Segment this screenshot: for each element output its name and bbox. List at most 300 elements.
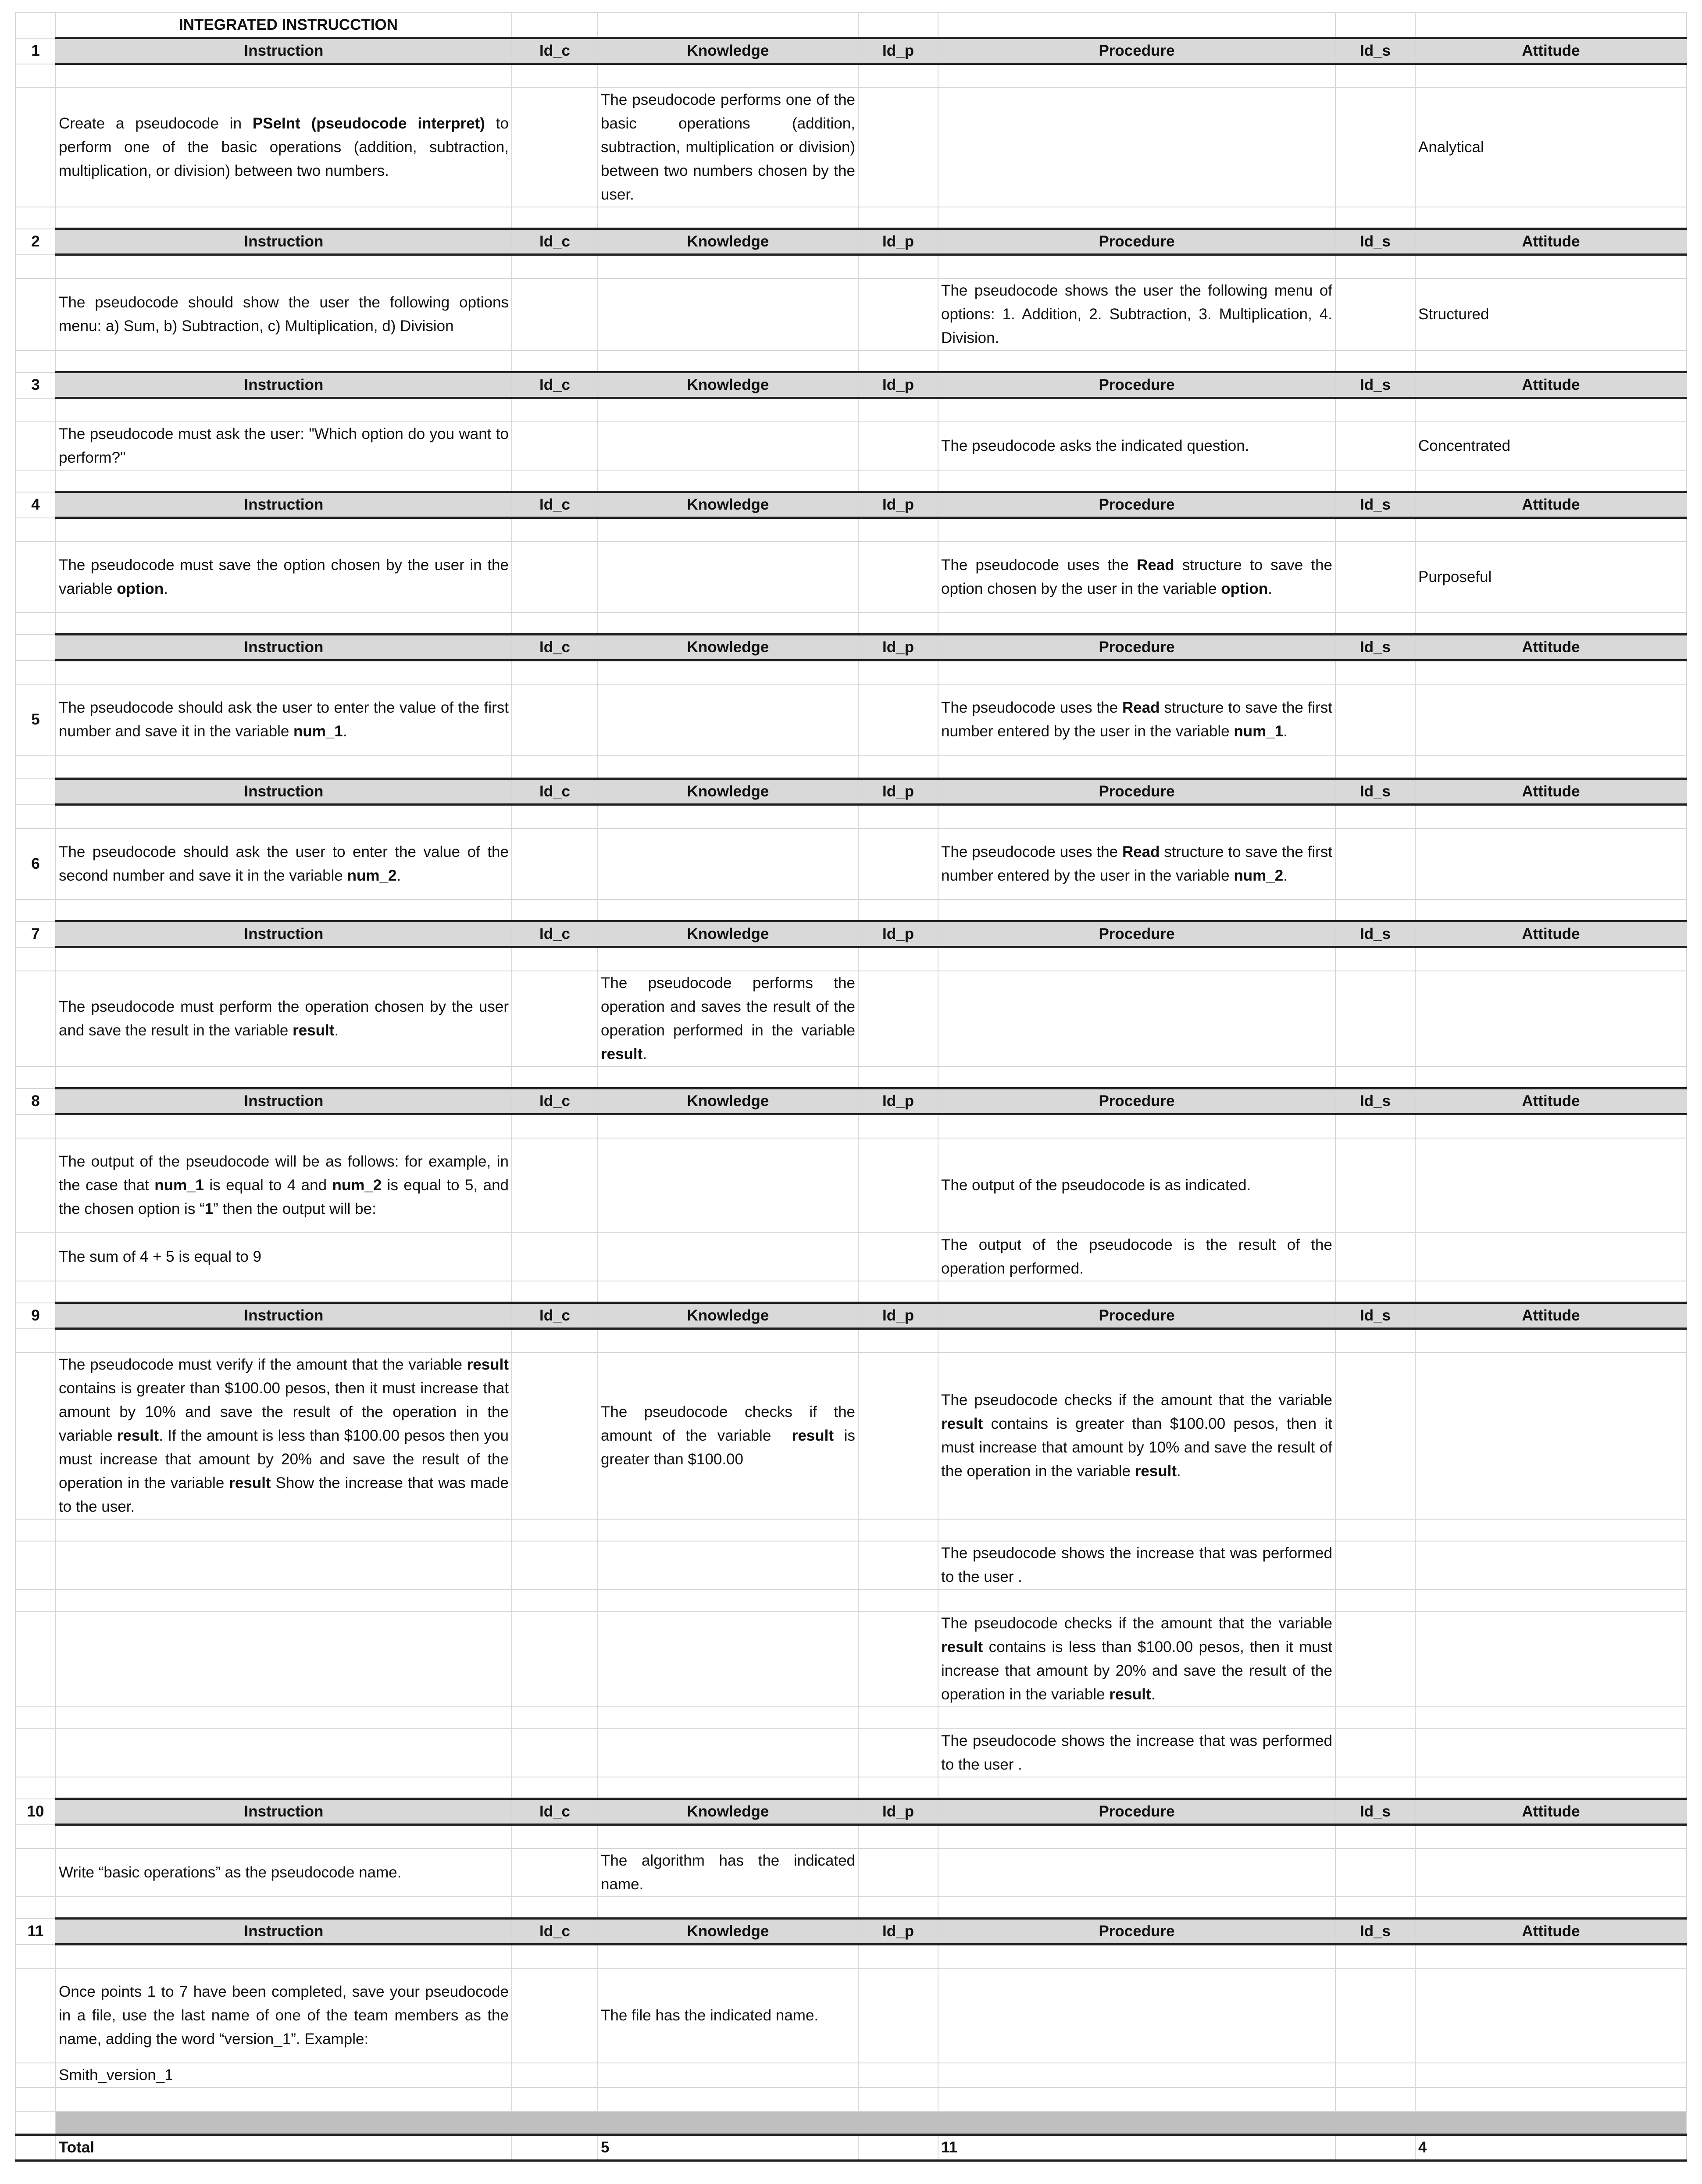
cell	[1415, 1329, 1687, 1353]
cell	[15, 1825, 56, 1849]
cell	[15, 350, 56, 372]
header-attitude: Attitude	[1415, 1088, 1687, 1114]
cell	[512, 542, 598, 613]
header-id-c: Id_c	[512, 635, 598, 660]
cell	[56, 1589, 512, 1611]
cell	[1335, 1329, 1415, 1353]
header-id-c: Id_c	[512, 921, 598, 947]
cell	[512, 947, 598, 971]
empty-cell	[1335, 2135, 1415, 2161]
header-id-p: Id_p	[858, 921, 938, 947]
instruction-cell: The pseudocode should show the user the following options menu: a) Sum, b) Subtraction, c) Multiplication, d) Division	[56, 278, 512, 350]
header-id-s: Id_s	[1335, 1799, 1415, 1825]
cell	[512, 1707, 598, 1729]
cell	[512, 13, 598, 38]
instruction-cell: The pseudocode should ask the user to enter the value of the first number and save it in the variable num_1.	[56, 684, 512, 755]
cell	[512, 828, 598, 899]
cell	[858, 1897, 938, 1919]
table-row	[15, 1138, 1687, 1233]
cell	[15, 1067, 56, 1088]
cell	[1335, 1114, 1415, 1138]
table-row	[15, 684, 1687, 755]
cell	[1335, 470, 1415, 492]
header-knowledge: Knowledge	[598, 38, 858, 64]
cell	[938, 2088, 1335, 2111]
cell	[15, 398, 56, 422]
attitude-cell	[1415, 971, 1687, 1067]
cell	[858, 518, 938, 542]
cell	[1335, 1353, 1415, 1519]
cell	[598, 1067, 858, 1088]
row-number: 6	[15, 828, 56, 899]
knowledge-cell	[598, 828, 858, 899]
cell	[598, 207, 858, 229]
procedure-cell: The pseudocode uses the Read structure to save the first number entered by the user in the variable num_1.	[938, 684, 1335, 755]
cell	[1335, 398, 1415, 422]
table-row	[15, 1329, 1687, 1353]
cell	[938, 1707, 1335, 1729]
cell	[56, 350, 512, 372]
procedure-cell	[938, 2063, 1335, 2088]
cell	[938, 1897, 1335, 1919]
cell	[858, 1138, 938, 1233]
cell	[1335, 2063, 1415, 2088]
row-number: 10	[15, 1799, 56, 1825]
cell	[15, 805, 56, 828]
total-label: Total	[56, 2135, 512, 2161]
table-row	[15, 88, 1687, 207]
row-number	[15, 1611, 56, 1707]
cell	[1415, 1281, 1687, 1303]
cell	[512, 278, 598, 350]
instruction-cell: Once points 1 to 7 have been completed, save your pseudocode in a file, use the last name of one of the team members as the name, adding the word “version_1”. Example:	[56, 1968, 512, 2063]
header-instruction: Instruction	[56, 1919, 512, 1945]
cell	[1415, 1114, 1687, 1138]
header-knowledge: Knowledge	[598, 1088, 858, 1114]
cell	[1335, 350, 1415, 372]
cell	[858, 1329, 938, 1353]
cell	[512, 2063, 598, 2088]
cell	[858, 1541, 938, 1589]
total-row	[15, 2135, 1687, 2161]
cell	[858, 1968, 938, 2063]
attitude-cell: Concentrated	[1415, 422, 1687, 470]
instruction-cell	[56, 1541, 512, 1589]
knowledge-cell: The file has the indicated name.	[598, 1968, 858, 2063]
cell	[1335, 1067, 1415, 1088]
cell	[1415, 1777, 1687, 1799]
cell	[15, 660, 56, 684]
table-row	[15, 660, 1687, 684]
cell	[1335, 1945, 1415, 1968]
cell	[1415, 1519, 1687, 1541]
cell	[15, 64, 56, 88]
header-row	[15, 1799, 1687, 1825]
table-row	[15, 755, 1687, 779]
header-id-p: Id_p	[858, 1919, 938, 1945]
knowledge-cell	[598, 278, 858, 350]
knowledge-cell: The pseudocode checks if the amount of the variable result is greater than $100.00	[598, 1353, 858, 1519]
attitude-cell	[1415, 684, 1687, 755]
header-attitude: Attitude	[1415, 1303, 1687, 1329]
header-procedure: Procedure	[938, 779, 1335, 805]
cell	[56, 755, 512, 779]
cell	[938, 1945, 1335, 1968]
cell	[15, 13, 56, 38]
cell	[858, 2088, 938, 2111]
header-knowledge: Knowledge	[598, 1303, 858, 1329]
cell	[858, 1281, 938, 1303]
knowledge-cell: The algorithm has the indicated name.	[598, 1849, 858, 1897]
table-row	[15, 1114, 1687, 1138]
cell	[598, 518, 858, 542]
table-row	[15, 1611, 1687, 1707]
cell	[1335, 828, 1415, 899]
cell	[1335, 1589, 1415, 1611]
header-id-c: Id_c	[512, 372, 598, 398]
cell	[512, 207, 598, 229]
table-row	[15, 13, 1687, 38]
header-attitude: Attitude	[1415, 635, 1687, 660]
row-number: 7	[15, 921, 56, 947]
header-row	[15, 921, 1687, 947]
knowledge-cell	[598, 684, 858, 755]
cell	[858, 971, 938, 1067]
header-attitude: Attitude	[1415, 921, 1687, 947]
cell	[938, 1777, 1335, 1799]
instruction-cell: The pseudocode must ask the user: "Which option do you want to perform?"	[56, 422, 512, 470]
row-number: 2	[15, 229, 56, 255]
cell	[938, 947, 1335, 971]
cell	[938, 899, 1335, 921]
cell	[56, 1825, 512, 1849]
cell	[858, 64, 938, 88]
cell	[858, 1849, 938, 1897]
header-id-p: Id_p	[858, 1799, 938, 1825]
cell	[512, 1519, 598, 1541]
cell	[598, 64, 858, 88]
cell	[938, 1067, 1335, 1088]
header-row	[15, 1919, 1687, 1945]
cell	[512, 1777, 598, 1799]
cell	[858, 1729, 938, 1777]
cell	[1415, 255, 1687, 278]
table-row	[15, 1519, 1687, 1541]
cell	[512, 684, 598, 755]
table-row	[15, 518, 1687, 542]
cell	[512, 1729, 598, 1777]
table-row	[15, 1968, 1687, 2063]
cell	[15, 1519, 56, 1541]
cell	[56, 805, 512, 828]
header-id-s: Id_s	[1335, 372, 1415, 398]
row-number: 8	[15, 1088, 56, 1114]
header-procedure: Procedure	[938, 1799, 1335, 1825]
cell	[512, 660, 598, 684]
cell	[598, 755, 858, 779]
cell	[1335, 1138, 1415, 1233]
cell	[938, 1519, 1335, 1541]
header-id-s: Id_s	[1335, 38, 1415, 64]
knowledge-cell	[598, 1611, 858, 1707]
cell	[858, 542, 938, 613]
table-row	[15, 1825, 1687, 1849]
knowledge-cell: The pseudocode performs one of the basic operations (addition, subtraction, multiplication or division) between two numbers chosen by the user.	[598, 88, 858, 207]
cell	[858, 899, 938, 921]
header-id-c: Id_c	[512, 1088, 598, 1114]
cell	[598, 899, 858, 921]
procedure-cell: The pseudocode asks the indicated question.	[938, 422, 1335, 470]
separator-row	[15, 2111, 1687, 2135]
cell	[938, 255, 1335, 278]
row-number	[15, 1849, 56, 1897]
row-number	[15, 1233, 56, 1281]
row-number	[15, 1353, 56, 1519]
cell	[1335, 684, 1415, 755]
header-attitude: Attitude	[1415, 372, 1687, 398]
cell	[15, 1777, 56, 1799]
instruction-cell: Smith_version_1	[56, 2063, 512, 2088]
header-attitude: Attitude	[1415, 779, 1687, 805]
header-id-s: Id_s	[1335, 229, 1415, 255]
cell	[858, 1825, 938, 1849]
cell	[512, 2088, 598, 2111]
cell	[858, 1353, 938, 1519]
procedure-cell	[938, 971, 1335, 1067]
cell	[858, 2063, 938, 2088]
cell	[56, 1777, 512, 1799]
knowledge-cell	[598, 1233, 858, 1281]
table-row	[15, 2063, 1687, 2088]
cell	[56, 64, 512, 88]
cell	[1415, 470, 1687, 492]
cell	[1335, 1541, 1415, 1589]
procedure-cell	[938, 1968, 1335, 2063]
sheet-title: INTEGRATED INSTRUCCTION	[56, 13, 512, 38]
cell	[938, 64, 1335, 88]
table-row	[15, 1897, 1687, 1919]
table-row	[15, 1281, 1687, 1303]
cell	[938, 1589, 1335, 1611]
cell	[1335, 805, 1415, 828]
cell	[512, 1849, 598, 1897]
header-procedure: Procedure	[938, 229, 1335, 255]
cell	[56, 398, 512, 422]
cell	[56, 1329, 512, 1353]
cell	[858, 1233, 938, 1281]
header-id-s: Id_s	[1335, 492, 1415, 518]
table-row	[15, 64, 1687, 88]
cell	[938, 755, 1335, 779]
cell	[1415, 899, 1687, 921]
cell	[1335, 1611, 1415, 1707]
cell	[15, 613, 56, 635]
instruction-cell: The output of the pseudocode will be as follows: for example, in the case that num_1 is equal to 4 and num_2 is equal to 5, and the chosen option is “1” then the output will be:	[56, 1138, 512, 1233]
cell	[1335, 755, 1415, 779]
cell	[598, 1589, 858, 1611]
table-row	[15, 1233, 1687, 1281]
row-number	[15, 971, 56, 1067]
cell	[1335, 971, 1415, 1067]
cell	[1335, 2088, 1415, 2111]
cell	[15, 1589, 56, 1611]
cell	[1415, 64, 1687, 88]
header-instruction: Instruction	[56, 229, 512, 255]
table-row	[15, 1541, 1687, 1589]
cell	[858, 613, 938, 635]
knowledge-cell	[598, 542, 858, 613]
attitude-cell	[1415, 2063, 1687, 2088]
knowledge-cell	[598, 1541, 858, 1589]
row-number: 1	[15, 38, 56, 64]
cell	[512, 518, 598, 542]
table-row	[15, 1067, 1687, 1088]
cell	[598, 1897, 858, 1919]
cell	[15, 755, 56, 779]
procedure-cell: The pseudocode checks if the amount that the variable result contains is greater than $100.00 pesos, then it must increase that amount by 10% and save the result of the operation in the variable result.	[938, 1353, 1335, 1519]
cell	[598, 350, 858, 372]
header-attitude: Attitude	[1415, 492, 1687, 518]
cell	[1335, 13, 1415, 38]
header-id-c: Id_c	[512, 779, 598, 805]
table-row	[15, 613, 1687, 635]
row-number	[15, 635, 56, 660]
instruction-cell: The pseudocode must save the option chosen by the user in the variable option.	[56, 542, 512, 613]
cell	[1335, 207, 1415, 229]
cell	[1335, 278, 1415, 350]
header-instruction: Instruction	[56, 492, 512, 518]
cell	[1415, 660, 1687, 684]
cell	[512, 1611, 598, 1707]
header-row	[15, 492, 1687, 518]
procedure-cell: The pseudocode uses the Read structure to save the option chosen by the user in the variable option.	[938, 542, 1335, 613]
cell	[598, 398, 858, 422]
row-number: 9	[15, 1303, 56, 1329]
header-procedure: Procedure	[938, 1919, 1335, 1945]
cell	[15, 518, 56, 542]
table-row	[15, 1353, 1687, 1519]
header-id-s: Id_s	[1335, 1088, 1415, 1114]
cell	[1415, 1707, 1687, 1729]
cell	[858, 755, 938, 779]
attitude-cell	[1415, 1541, 1687, 1589]
attitude-cell: Analytical	[1415, 88, 1687, 207]
instruction-cell: The pseudocode must perform the operation chosen by the user and save the result in the variable result.	[56, 971, 512, 1067]
header-instruction: Instruction	[56, 1799, 512, 1825]
table-row	[15, 1777, 1687, 1799]
knowledge-cell	[598, 1729, 858, 1777]
header-knowledge: Knowledge	[598, 921, 858, 947]
knowledge-cell	[598, 1138, 858, 1233]
procedure-cell: The output of the pseudocode is as indicated.	[938, 1138, 1335, 1233]
cell	[1415, 1897, 1687, 1919]
cell	[938, 1114, 1335, 1138]
table-row	[15, 398, 1687, 422]
header-procedure: Procedure	[938, 1088, 1335, 1114]
cell	[512, 470, 598, 492]
cell	[1335, 947, 1415, 971]
cell	[1415, 1589, 1687, 1611]
cell	[56, 1067, 512, 1088]
cell	[56, 207, 512, 229]
cell	[512, 64, 598, 88]
row-number: 5	[15, 684, 56, 755]
header-knowledge: Knowledge	[598, 1799, 858, 1825]
cell	[1335, 1281, 1415, 1303]
cell	[858, 1519, 938, 1541]
cell	[938, 13, 1335, 38]
cell	[938, 518, 1335, 542]
cell	[1335, 899, 1415, 921]
header-id-s: Id_s	[1335, 921, 1415, 947]
header-row	[15, 229, 1687, 255]
cell	[598, 1777, 858, 1799]
cell	[1335, 255, 1415, 278]
cell	[1415, 947, 1687, 971]
header-instruction: Instruction	[56, 38, 512, 64]
cell	[938, 805, 1335, 828]
knowledge-cell: The pseudocode performs the operation and saves the result of the operation performed in the variable result.	[598, 971, 858, 1067]
table-row	[15, 255, 1687, 278]
cell	[56, 255, 512, 278]
procedure-cell	[938, 1849, 1335, 1897]
cell	[15, 1945, 56, 1968]
gray-separator	[56, 2111, 1687, 2135]
header-procedure: Procedure	[938, 635, 1335, 660]
cell	[858, 1777, 938, 1799]
header-attitude: Attitude	[1415, 1919, 1687, 1945]
cell	[598, 255, 858, 278]
header-attitude: Attitude	[1415, 229, 1687, 255]
total-knowledge: 5	[598, 2135, 858, 2161]
cell	[858, 828, 938, 899]
cell	[598, 1114, 858, 1138]
table-row	[15, 1945, 1687, 1968]
procedure-cell: The pseudocode uses the Read structure to save the first number entered by the user in the variable num_2.	[938, 828, 1335, 899]
cell	[56, 1114, 512, 1138]
header-procedure: Procedure	[938, 372, 1335, 398]
cell	[858, 947, 938, 971]
table-row	[15, 470, 1687, 492]
header-procedure: Procedure	[938, 921, 1335, 947]
header-attitude: Attitude	[1415, 38, 1687, 64]
header-instruction: Instruction	[56, 372, 512, 398]
row-number	[15, 1138, 56, 1233]
cell	[512, 899, 598, 921]
row-number	[15, 1729, 56, 1777]
cell	[15, 255, 56, 278]
table-row	[15, 1707, 1687, 1729]
row-number	[15, 422, 56, 470]
cell	[858, 1945, 938, 1968]
cell	[598, 660, 858, 684]
procedure-cell: The pseudocode shows the increase that was performed to the user .	[938, 1541, 1335, 1589]
cell	[512, 1138, 598, 1233]
empty-cell	[15, 2135, 56, 2161]
header-row	[15, 1303, 1687, 1329]
cell	[1335, 1729, 1415, 1777]
table-row	[15, 828, 1687, 899]
header-id-p: Id_p	[858, 492, 938, 518]
instruction-cell: Write “basic operations” as the pseudocode name.	[56, 1849, 512, 1897]
instruction-cell: The pseudocode should ask the user to enter the value of the second number and save it in the variable num_2.	[56, 828, 512, 899]
cell	[858, 1707, 938, 1729]
cell	[15, 1329, 56, 1353]
cell	[512, 88, 598, 207]
cell	[938, 1825, 1335, 1849]
cell	[1335, 88, 1415, 207]
table-row	[15, 1729, 1687, 1777]
